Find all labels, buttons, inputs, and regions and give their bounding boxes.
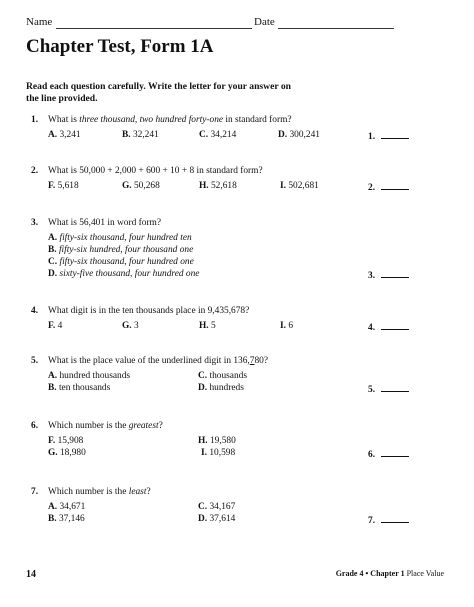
name-date-header	[26, 12, 450, 32]
option-a: A. hundred thousands	[48, 371, 131, 381]
option-b: B. fifty-six hundred, four thousand one	[48, 245, 194, 255]
answer-line-1[interactable]: 1.	[368, 130, 409, 142]
question-number: 1.	[31, 115, 39, 125]
option-i: I. 502,681	[280, 181, 319, 191]
option-h: H. 52,618	[199, 181, 237, 191]
option-b: B. ten thousands	[48, 383, 111, 393]
question-number: 4.	[31, 306, 39, 316]
question-number: 7.	[31, 487, 39, 497]
question-number: 5.	[31, 356, 39, 366]
instructions: Read each question carefully. Write the letter for your answer on the line provided.	[26, 81, 291, 104]
question-stem: What is 50,000 + 2,000 + 600 + 10 + 8 in standard form?	[48, 166, 263, 176]
answer-line-6[interactable]: 6.	[368, 448, 409, 460]
option-d: D. 37,614	[198, 514, 236, 524]
option-f: F. 15,908	[48, 436, 84, 446]
answer-line-7[interactable]: 7.	[368, 514, 409, 526]
option-h: H. 5	[199, 321, 216, 331]
course-info: Grade 4 • Chapter 1 Place Value	[335, 569, 444, 578]
option-a: A. fifty-six thousand, four hundred ten	[48, 233, 192, 243]
option-b: B. 37,146	[48, 514, 85, 524]
question-number: 2.	[31, 166, 39, 176]
option-c: C. fifty-six thousand, four hundred one	[48, 257, 194, 267]
page-title: Chapter Test, Form 1A	[26, 36, 214, 57]
option-f: F. 5,618	[48, 181, 79, 191]
date-field[interactable]	[278, 28, 394, 29]
name-label: Name	[26, 16, 53, 28]
question-stem: What is three thousand, two hundred forty-one in standard form?	[48, 115, 292, 125]
underlined-digit: 7	[249, 356, 255, 366]
option-d: D. hundreds	[198, 383, 244, 393]
option-d: D. sixty-five thousand, four hundred one	[48, 269, 200, 279]
option-f: F. 4	[48, 321, 63, 331]
answer-line-2[interactable]: 2.	[368, 181, 409, 193]
question-stem: What is the place value of the underlined digit in 136,780?	[48, 356, 268, 366]
answer-line-5[interactable]: 5.	[368, 383, 409, 395]
option-b: B. 32,241	[122, 130, 159, 140]
option-a: A. 34,671	[48, 502, 86, 512]
date-label: Date	[254, 16, 275, 28]
question-stem: Which number is the greatest?	[48, 421, 163, 431]
question-stem: What digit is in the ten thousands place in 9,435,678?	[48, 306, 250, 316]
name-field[interactable]	[56, 28, 252, 29]
option-c: C. 34,214	[199, 130, 237, 140]
option-a: A. 3,241	[48, 130, 81, 140]
answer-line-3[interactable]: 3.	[368, 269, 409, 281]
option-g: G. 18,980	[48, 448, 86, 458]
question-stem: What is 56,401 in word form?	[48, 218, 161, 228]
option-h: H. 19,580	[198, 436, 236, 446]
option-g: G. 3	[122, 321, 139, 331]
option-i: I. 6	[280, 321, 294, 331]
option-i: I. 10,598	[201, 448, 236, 458]
option-d: D. 300,241	[278, 130, 320, 140]
question-number: 3.	[31, 218, 39, 228]
question-stem: Which number is the least?	[48, 487, 151, 497]
page-number: 14	[26, 569, 36, 580]
question-number: 6.	[31, 421, 39, 431]
option-c: C. 34,167	[198, 502, 236, 512]
answer-line-4[interactable]: 4.	[368, 321, 409, 333]
option-g: G. 50,268	[122, 181, 160, 191]
page-footer	[0, 569, 474, 585]
option-c: C. thousands	[198, 371, 247, 381]
